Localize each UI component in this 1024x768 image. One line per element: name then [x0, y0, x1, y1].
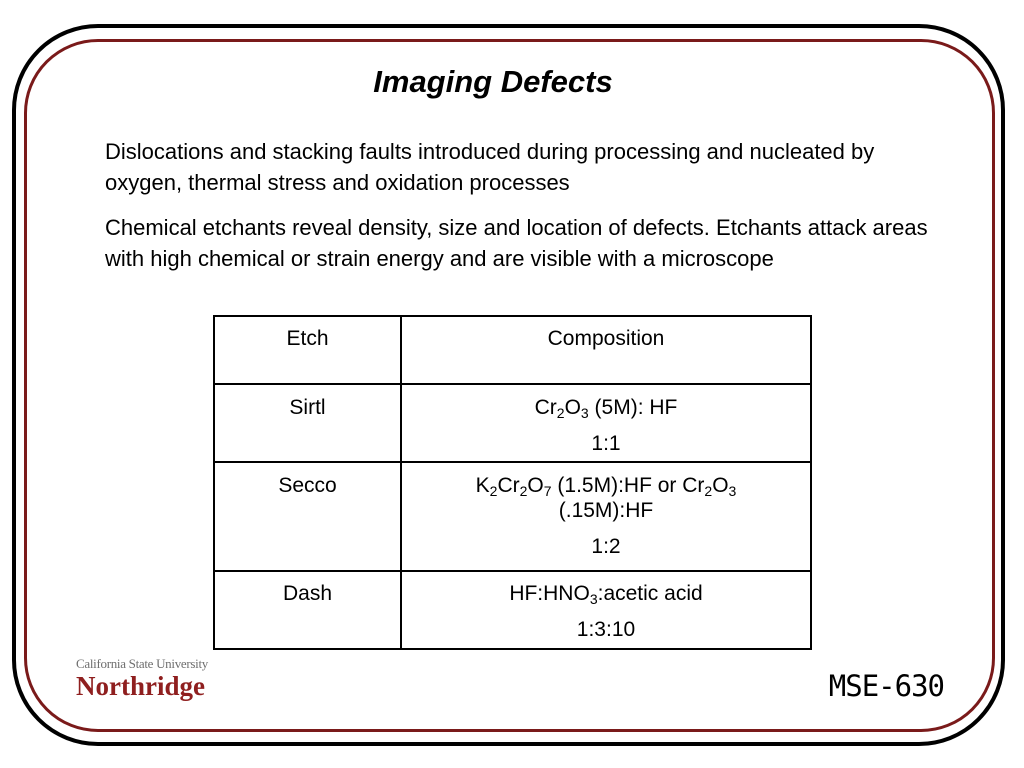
header-composition: Composition: [401, 316, 811, 384]
composition-dash: [401, 571, 811, 649]
ratio-text: 1:2: [591, 535, 621, 558]
table-row: [214, 571, 811, 649]
table-row: [214, 384, 811, 462]
composition-text: $HF:HNO_3:acetic$ acid: [509, 582, 703, 607]
composition-text: (.15M):HF: [558, 499, 654, 522]
paragraph-etchants: Chemical etchants reveal density, size and location of defects. Etchants attack areas with high chemical or strain energy and are visible with a microscope: [105, 215, 928, 271]
etch-name-secco: Secco: [214, 462, 401, 571]
composition-text: $K_2Cr_2O_7$ (1.5M):HF or $Cr_2O_3$: [475, 474, 737, 499]
table-row: [214, 462, 811, 571]
logo-university-name: California State University: [76, 656, 208, 671]
header-etch: Etch: [214, 316, 401, 384]
logo-campus-name: Northridge: [76, 671, 205, 701]
etch-name-dash: Dash: [214, 571, 401, 649]
composition-text: $Cr_2O_3$ (5M): HF: [534, 396, 678, 421]
paragraph-dislocations: Dislocations and stacking faults introduced during processing and nucleated by oxygen, thermal stress and oxidation processes: [105, 139, 875, 195]
table-header-row: [214, 316, 811, 384]
university-logo: [76, 656, 216, 700]
etch-table: [213, 315, 812, 650]
composition-secco: [401, 462, 811, 571]
composition-sirtl: [401, 384, 811, 462]
ratio-text: 1:1: [591, 432, 621, 455]
slide-title: Imaging Defects: [373, 64, 613, 99]
ratio-text: 1:3:10: [576, 618, 636, 641]
etch-name-sirtl: Sirtl: [214, 384, 401, 462]
course-code: MSE-630: [828, 669, 944, 703]
